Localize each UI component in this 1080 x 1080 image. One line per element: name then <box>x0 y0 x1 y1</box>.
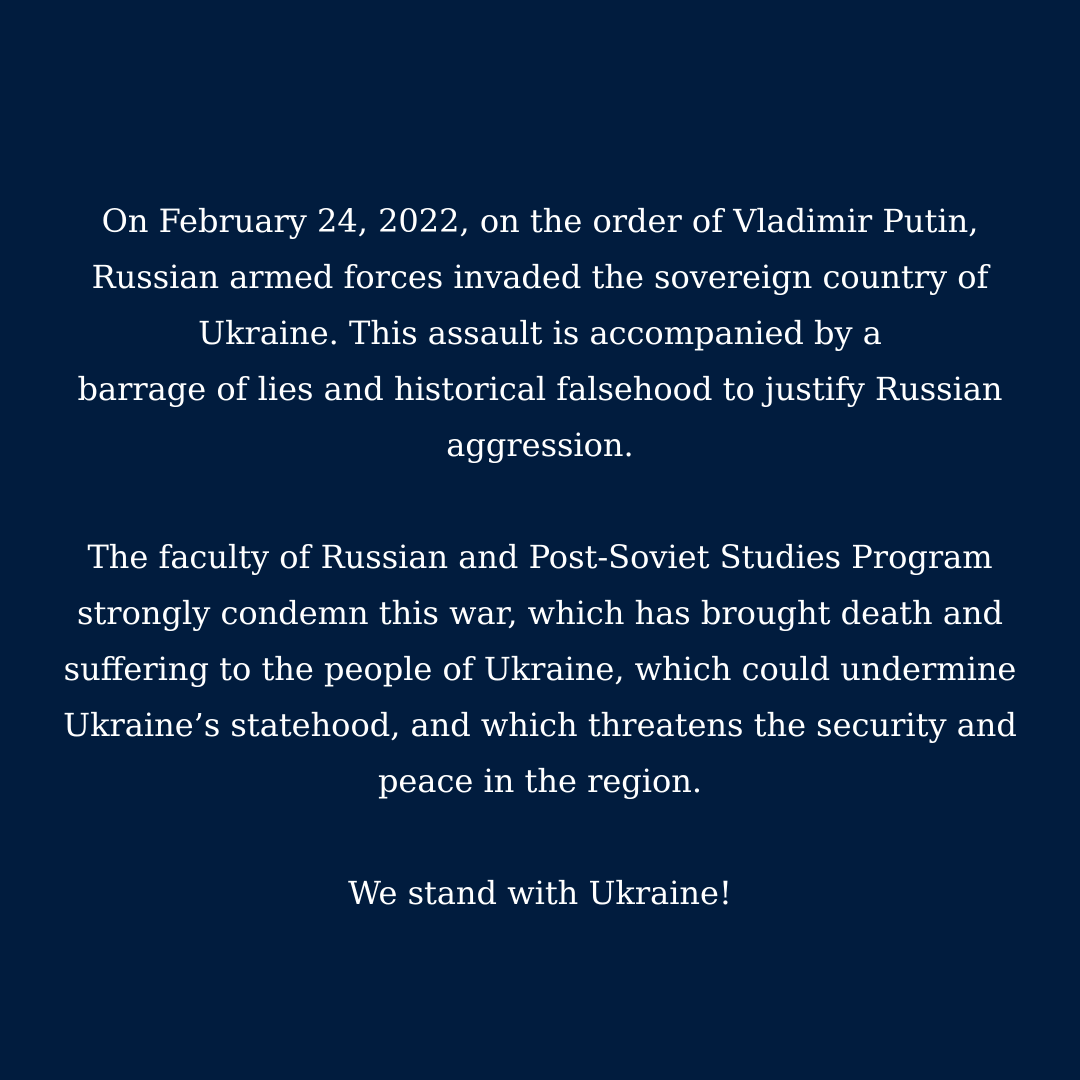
paragraph-spacer <box>40 473 1040 529</box>
paragraph-line: The faculty of Russian and Post-Soviet Studies Program <box>87 538 993 576</box>
paragraph-line: strongly condemn this war, which has brought death and <box>77 594 1003 632</box>
invasion-paragraph <box>40 193 1040 473</box>
paragraph-line: suffering to the people of Ukraine, which could undermine <box>63 650 1017 688</box>
paragraph-line: aggression. <box>446 426 634 464</box>
solidarity-paragraph <box>40 865 1040 921</box>
paragraph-line: Russian armed forces invaded the sovereign country of <box>91 258 989 296</box>
statement-text-block <box>40 193 1040 921</box>
paragraph-line: We stand with Ukraine! <box>348 874 732 912</box>
condemnation-paragraph <box>40 529 1040 809</box>
paragraph-line: peace in the region. <box>377 762 703 800</box>
paragraph-line: On February 24, 2022, on the order of Vladimir Putin, <box>101 202 979 240</box>
paragraph-line: Ukraine. This assault is accompanied by a <box>198 314 882 352</box>
paragraph-line: Ukraine’s statehood, and which threatens the security and <box>63 706 1017 744</box>
paragraph-spacer <box>40 809 1040 865</box>
paragraph-line: barrage of lies and historical falsehood to justify Russian <box>77 370 1003 408</box>
